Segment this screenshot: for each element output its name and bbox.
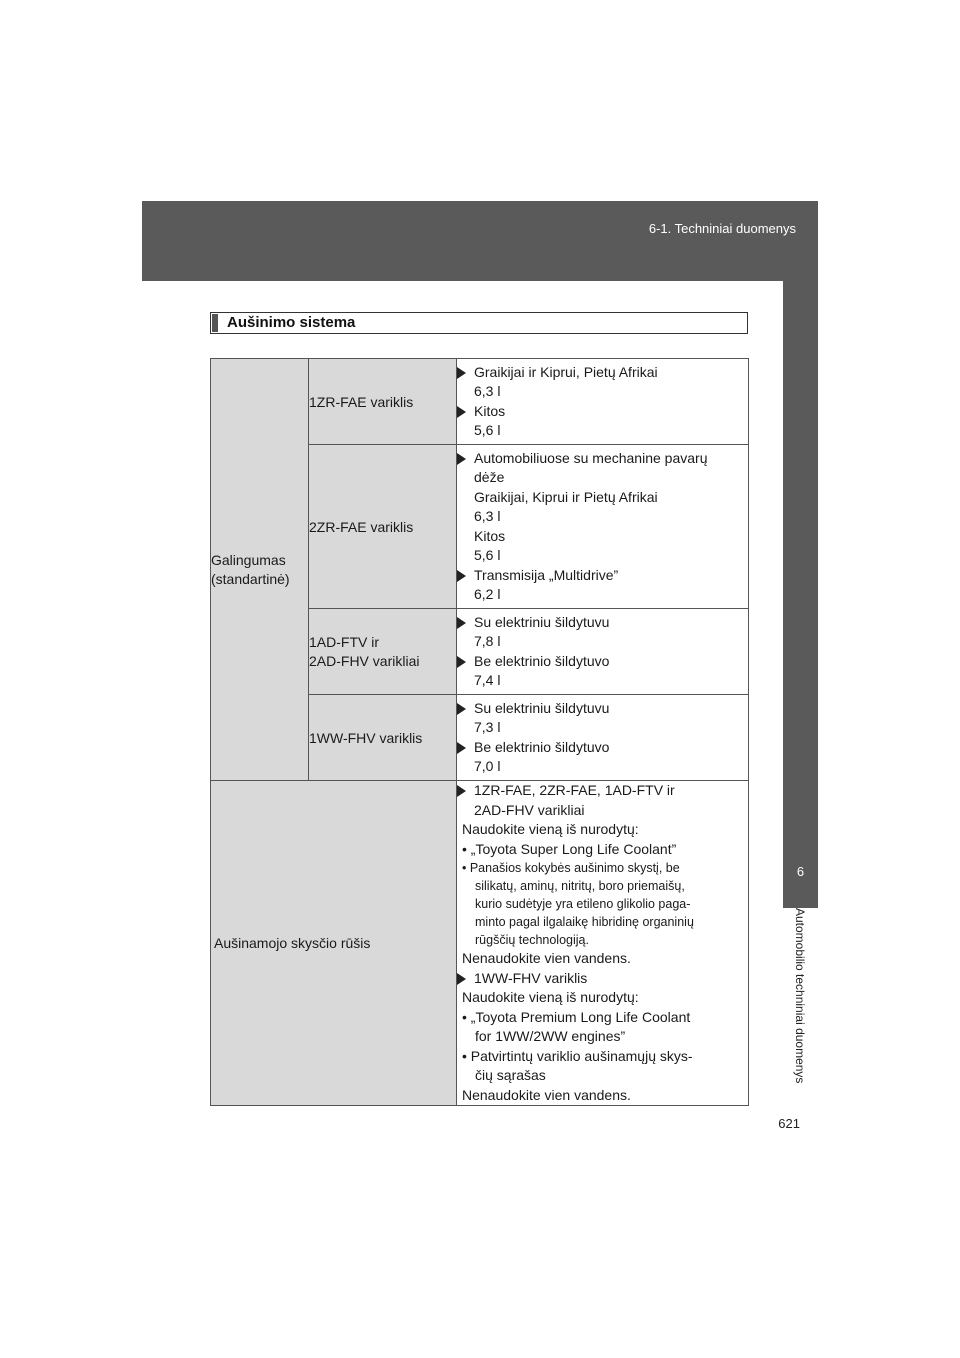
coolant-label: Aušinamojo skysčio rūšis bbox=[214, 935, 371, 951]
engine-cell bbox=[309, 695, 457, 781]
option-label: Graikijai ir Kiprui, Pietų Afrikai bbox=[474, 363, 658, 380]
warning-text: Nenaudokite vien vandens. bbox=[462, 1086, 631, 1103]
option-sub-label: Kitos bbox=[474, 527, 506, 544]
coolant-option-cont: čių sąrašas bbox=[475, 1067, 546, 1083]
engine-name: 1WW-FHV variklis bbox=[309, 729, 423, 746]
coolant-option: • „Toyota Super Long Life Coolant” bbox=[462, 840, 677, 857]
value-cell bbox=[457, 359, 749, 445]
option-sub-label: Graikijai, Kiprui ir Pietų Afrikai bbox=[474, 488, 658, 505]
coolant-option-cont: kurio sudėtyje yra etileno glikolio paga- bbox=[475, 897, 691, 911]
table-row bbox=[211, 781, 749, 1106]
engine-name: 1AD-FTV ir bbox=[309, 633, 379, 650]
page-number: 621 bbox=[778, 1116, 800, 1131]
capacity-label-cell bbox=[211, 359, 309, 781]
engine-cell bbox=[309, 359, 457, 445]
capacity-label: Galingumas (standartinė) bbox=[211, 551, 290, 587]
option-value: 5,6 l bbox=[474, 422, 501, 438]
coolant-option-cont: minto pagal ilgalaikę hibridinę organinių bbox=[475, 915, 694, 929]
option-value: 5,6 l bbox=[474, 547, 501, 563]
cooling-spec-table bbox=[210, 358, 749, 1106]
coolant-label-cell bbox=[211, 781, 457, 1106]
chapter-tab bbox=[783, 281, 818, 908]
engine-name: 1ZR-FAE variklis bbox=[309, 393, 414, 410]
instruction-text: Naudokite vieną iš nurodytų: bbox=[462, 821, 639, 837]
arrow-icon bbox=[457, 453, 466, 465]
option-label: Be elektrinio šildytuvo bbox=[474, 652, 610, 669]
option-value: 6,3 l bbox=[474, 508, 501, 524]
engine-name: 2ZR-FAE variklis bbox=[309, 518, 414, 535]
arrow-icon bbox=[457, 973, 466, 985]
option-label: 1ZR-FAE, 2ZR-FAE, 1AD-FTV ir bbox=[474, 782, 675, 798]
coolant-option-cont: rūgščių technologiją. bbox=[475, 933, 589, 947]
coolant-option-cont: for 1WW/2WW engines” bbox=[475, 1028, 626, 1044]
value-cell bbox=[457, 445, 749, 609]
value-cell bbox=[457, 695, 749, 781]
heading-bar bbox=[212, 314, 218, 332]
instruction-text: Naudokite vieną iš nurodytų: bbox=[462, 989, 639, 1005]
heading-text: Aušinimo sistema bbox=[227, 314, 356, 331]
chapter-label: Automobilio techniniai duomenys bbox=[793, 908, 807, 1084]
arrow-icon bbox=[457, 367, 466, 379]
arrow-icon bbox=[457, 617, 466, 629]
option-label: 1WW-FHV variklis bbox=[474, 969, 588, 986]
option-label: Kitos bbox=[474, 402, 506, 419]
arrow-icon bbox=[457, 570, 466, 582]
section-title: 6-1. Techniniai duomenys bbox=[648, 221, 796, 236]
option-label: Su elektriniu šildytuvu bbox=[474, 613, 610, 630]
coolant-option: • „Toyota Premium Long Life Coolant bbox=[462, 1008, 691, 1025]
coolant-option: • Patvirtintų variklio aušinamųjų skys- bbox=[462, 1047, 693, 1064]
option-value: 7,3 l bbox=[474, 719, 501, 735]
arrow-icon bbox=[457, 703, 466, 715]
option-label: Automobiliuose su mechanine pavarų bbox=[474, 449, 708, 466]
engine-name-cont: 2AD-FHV varikliai bbox=[309, 652, 420, 669]
option-value: 7,0 l bbox=[474, 758, 501, 774]
coolant-option-cont: silikatų, aminų, nitritų, boro priemaišų, bbox=[475, 879, 685, 893]
option-value: 7,8 l bbox=[474, 633, 501, 649]
section-heading bbox=[210, 312, 748, 334]
engine-cell bbox=[309, 445, 457, 609]
option-value: 7,4 l bbox=[474, 672, 501, 688]
value-cell bbox=[457, 609, 749, 695]
option-value: 6,2 l bbox=[474, 586, 501, 602]
arrow-icon bbox=[457, 406, 466, 418]
chapter-label-box bbox=[784, 908, 816, 1113]
option-label: Transmisija „Multidrive” bbox=[474, 566, 619, 583]
section-header bbox=[142, 201, 818, 281]
coolant-option: • Panašios kokybės aušinimo skystį, be bbox=[462, 861, 680, 875]
option-label-cont: 2AD-FHV varikliai bbox=[474, 801, 585, 818]
option-label: Be elektrinio šildytuvo bbox=[474, 738, 610, 755]
engine-cell bbox=[309, 609, 457, 695]
option-label-cont: dėže bbox=[474, 469, 505, 485]
arrow-icon bbox=[457, 656, 466, 668]
coolant-value-cell bbox=[457, 781, 749, 1106]
arrow-icon bbox=[457, 785, 466, 797]
chapter-number: 6 bbox=[796, 864, 805, 879]
warning-text: Nenaudokite vien vandens. bbox=[462, 950, 631, 966]
option-label: Su elektriniu šildytuvu bbox=[474, 699, 610, 716]
arrow-icon bbox=[457, 742, 466, 754]
table-row bbox=[211, 359, 749, 445]
option-value: 6,3 l bbox=[474, 383, 501, 399]
